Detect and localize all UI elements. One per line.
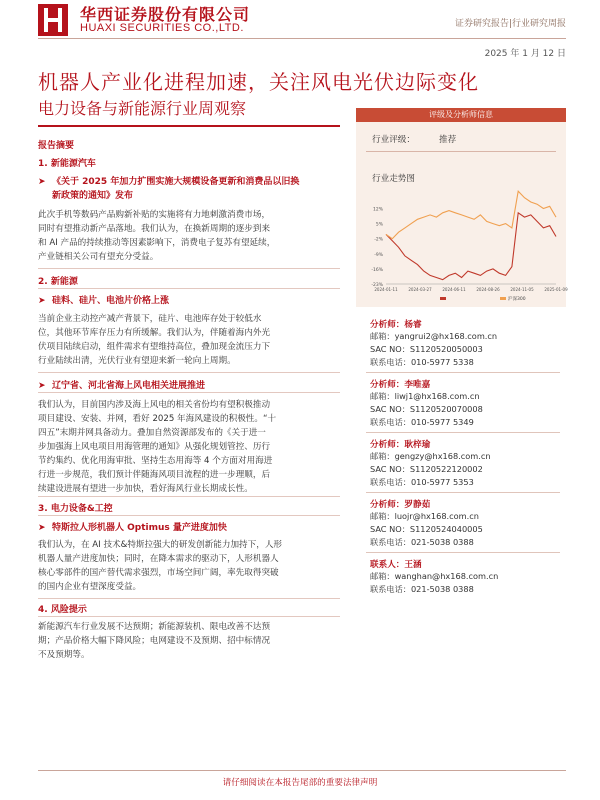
y-tick-label: 12% (372, 207, 383, 213)
summary-heading: 报告摘要 (38, 141, 75, 151)
arrow-bullet-icon: ➤ (38, 296, 46, 306)
analyst-name: 联系人：王涵 (370, 560, 422, 570)
x-tick-label: 2024-06-11 (442, 287, 466, 292)
y-tick-label: -2% (374, 237, 383, 243)
analyst-email: 邮箱：luojr@hx168.com.cn (370, 511, 479, 521)
huaxi-logo-icon (38, 4, 68, 36)
brand-name-en: HUAXI SECURITIES CO.,LTD. (80, 22, 244, 34)
analyst-name: 分析师：杨睿 (370, 320, 422, 330)
summary-top-rule (38, 125, 340, 127)
analyst-email: 邮箱：wanghan@hx168.com.cn (370, 571, 499, 581)
y-tick-label: -16% (371, 267, 383, 273)
section-divider (38, 598, 340, 599)
analyst-divider (366, 492, 560, 493)
analyst-phone: 联系电话：010-5977 5349 (370, 417, 474, 427)
y-tick-label: -9% (374, 252, 383, 258)
analyst-email: 邮箱：liwj1@hx168.com.cn (370, 391, 480, 401)
analyst-sac-number: SAC NO：S1120520050003 (370, 344, 483, 354)
analyst-divider (366, 432, 560, 433)
legend-label: 沪深300 (508, 297, 526, 302)
analyst-sac-number: SAC NO：S1120522120002 (370, 464, 483, 474)
report-date: 2025 年 1 月 12 日 (484, 49, 566, 59)
analyst-phone: 联系电话：010-5977 5338 (370, 357, 474, 367)
analyst-sac-number: SAC NO：S1120524040005 (370, 524, 483, 534)
x-tick-label: 2024-08-26 (476, 287, 500, 292)
section-1-heading: 1. 新能源汽车 (38, 159, 96, 169)
analyst-sac-number: SAC NO：S1120520070008 (370, 404, 483, 414)
rating-value: 推荐 (439, 135, 457, 145)
x-tick-label: 2024-11-05 (510, 287, 534, 292)
y-tick-label: 5% (375, 222, 383, 228)
brand-name-cn: 华西证券股份有限公司 (80, 5, 251, 24)
section-2b-paragraph: 我们认为，目前国内涉及海上风电的相关省份均有望积极推动 项目建设、安装、并网，看好 2025 年海风建设的积极性。“十 四五”末期并网具备动力。叠加自然资源部发布的《关于进一 步加强海上风电项目用海管理的通知》从强化规划管控、历行 节约集约、优化用海审批、坚持生态用海等 4 个方面对用海进 行进一步规范，我们预计伴随海风项目流程的进一步理顺，后 续建设进展有望进一步加快，看好海风行业长期成长性。 (38, 400, 277, 494)
arrow-bullet-icon: ➤ (38, 523, 46, 533)
analyst-phone: 联系电话：010-5977 5353 (370, 477, 474, 487)
analyst-phone: 联系电话：021-5038 0388 (370, 537, 474, 547)
section-2-bullet: ➤ 硅料、硅片、电池片价格上涨 (38, 296, 170, 306)
y-tick-label: -23% (371, 283, 383, 288)
analyst-divider (366, 552, 560, 553)
document-type: 证券研究报告|行业研究周报 (454, 19, 566, 29)
arrow-bullet-icon: ➤ (38, 177, 46, 187)
section-2-heading: 2. 新能源 (38, 277, 78, 287)
section-divider (38, 392, 340, 393)
analyst-divider (366, 372, 560, 373)
section-1-bullet-cont: 新政策的通知》发布 (52, 191, 134, 201)
analyst-name: 分析师：李唯嘉 (370, 380, 431, 390)
legal-notice: 请仔细阅读在本报告尾部的重要法律声明 (222, 778, 378, 788)
legend-swatch (500, 297, 506, 300)
analyst-email: 邮箱：gengzy@hx168.com.cn (370, 451, 491, 461)
section-2-paragraph: 当前企业主动控产减产背景下，硅片、电池库存处于较低水 位，其他环节库存压力有所缓解。我们认为，伴随着海内外光 伏项目陆续启动，组件需求有望维持高位，叠加现金流压力下 行业陆续出清，光伏行业有望迎来新一轮向上周期。 (38, 314, 271, 366)
section-3-heading: 3. 电力设备&工控 (38, 504, 113, 514)
section-3-paragraph: 我们认为，在 AI 技术&特斯拉强大的研发创新能力加持下，人形 机器人量产进度加快；同时，在降本需求的驱动下，人形机器人 核心零部件的国产替代需求强烈，市场空间广阔，率先取得突破 的国内企业有望深度受益。 (38, 540, 283, 592)
section-4-heading: 4. 风险提示 (38, 605, 87, 615)
section-divider (38, 288, 340, 289)
section-2b-bullet: ➤ 辽宁省、河北省海上风电相关进展推进 (38, 381, 206, 391)
rating-divider (366, 151, 556, 152)
report-title: 机器人产业化进程加速，关注风电光伏边际变化 (38, 70, 479, 94)
section-1-paragraph: 此次手机等数码产品购新补贴的实施将有力地刺激消费市场， 同时有望推动新产品落地。我们认为，在换新周期的逐步到来 和 AI 产品的持续推动等因素影响下，消费电子复苏有望延续， 产业链相关公司有望充分受益。 (38, 210, 276, 262)
analyst-name: 分析师：耿梓瑜 (370, 440, 431, 450)
industry-trend-chart (360, 196, 568, 306)
x-tick-label: 2025-01-09 (544, 287, 568, 292)
sidebar-header: 评级及分析师信息 (356, 108, 566, 122)
arrow-bullet-icon: ➤ (38, 381, 46, 391)
analyst-name: 分析师：罗静茹 (370, 500, 431, 510)
section-divider (38, 496, 340, 497)
analyst-email: 邮箱：yangrui2@hx168.com.cn (370, 331, 498, 341)
report-subtitle: 电力设备与新能源行业周观察 (38, 99, 247, 118)
section-4-paragraph: 新能源汽车行业发展不达预期；新能源装机、限电改善不达预 期；产品价格大幅下降风险；电网建设不及预期、招中标情况 不及预期等。 (38, 622, 271, 660)
section-divider (38, 268, 340, 269)
section-3-bullet: ➤ 特斯拉人形机器人 Optimus 量产进度加快 (38, 523, 227, 533)
trend-chart-label: 行业走势图 (372, 174, 415, 184)
x-tick-label: 2024-01-11 (374, 287, 398, 292)
section-divider (38, 616, 340, 617)
x-tick-label: 2024-03-27 (408, 287, 432, 292)
analyst-phone: 联系电话：021-5038 0388 (370, 584, 474, 594)
section-divider (38, 515, 340, 516)
section-1-bullet: ➤ 《关于 2025 年加力扩围实施大规模设备更新和消费品以旧换 (38, 177, 300, 187)
legend-swatch (440, 297, 446, 300)
rating-label: 行业评级： (372, 135, 415, 145)
footer-divider (38, 770, 566, 771)
section-divider (38, 372, 340, 373)
header-divider (38, 38, 566, 39)
